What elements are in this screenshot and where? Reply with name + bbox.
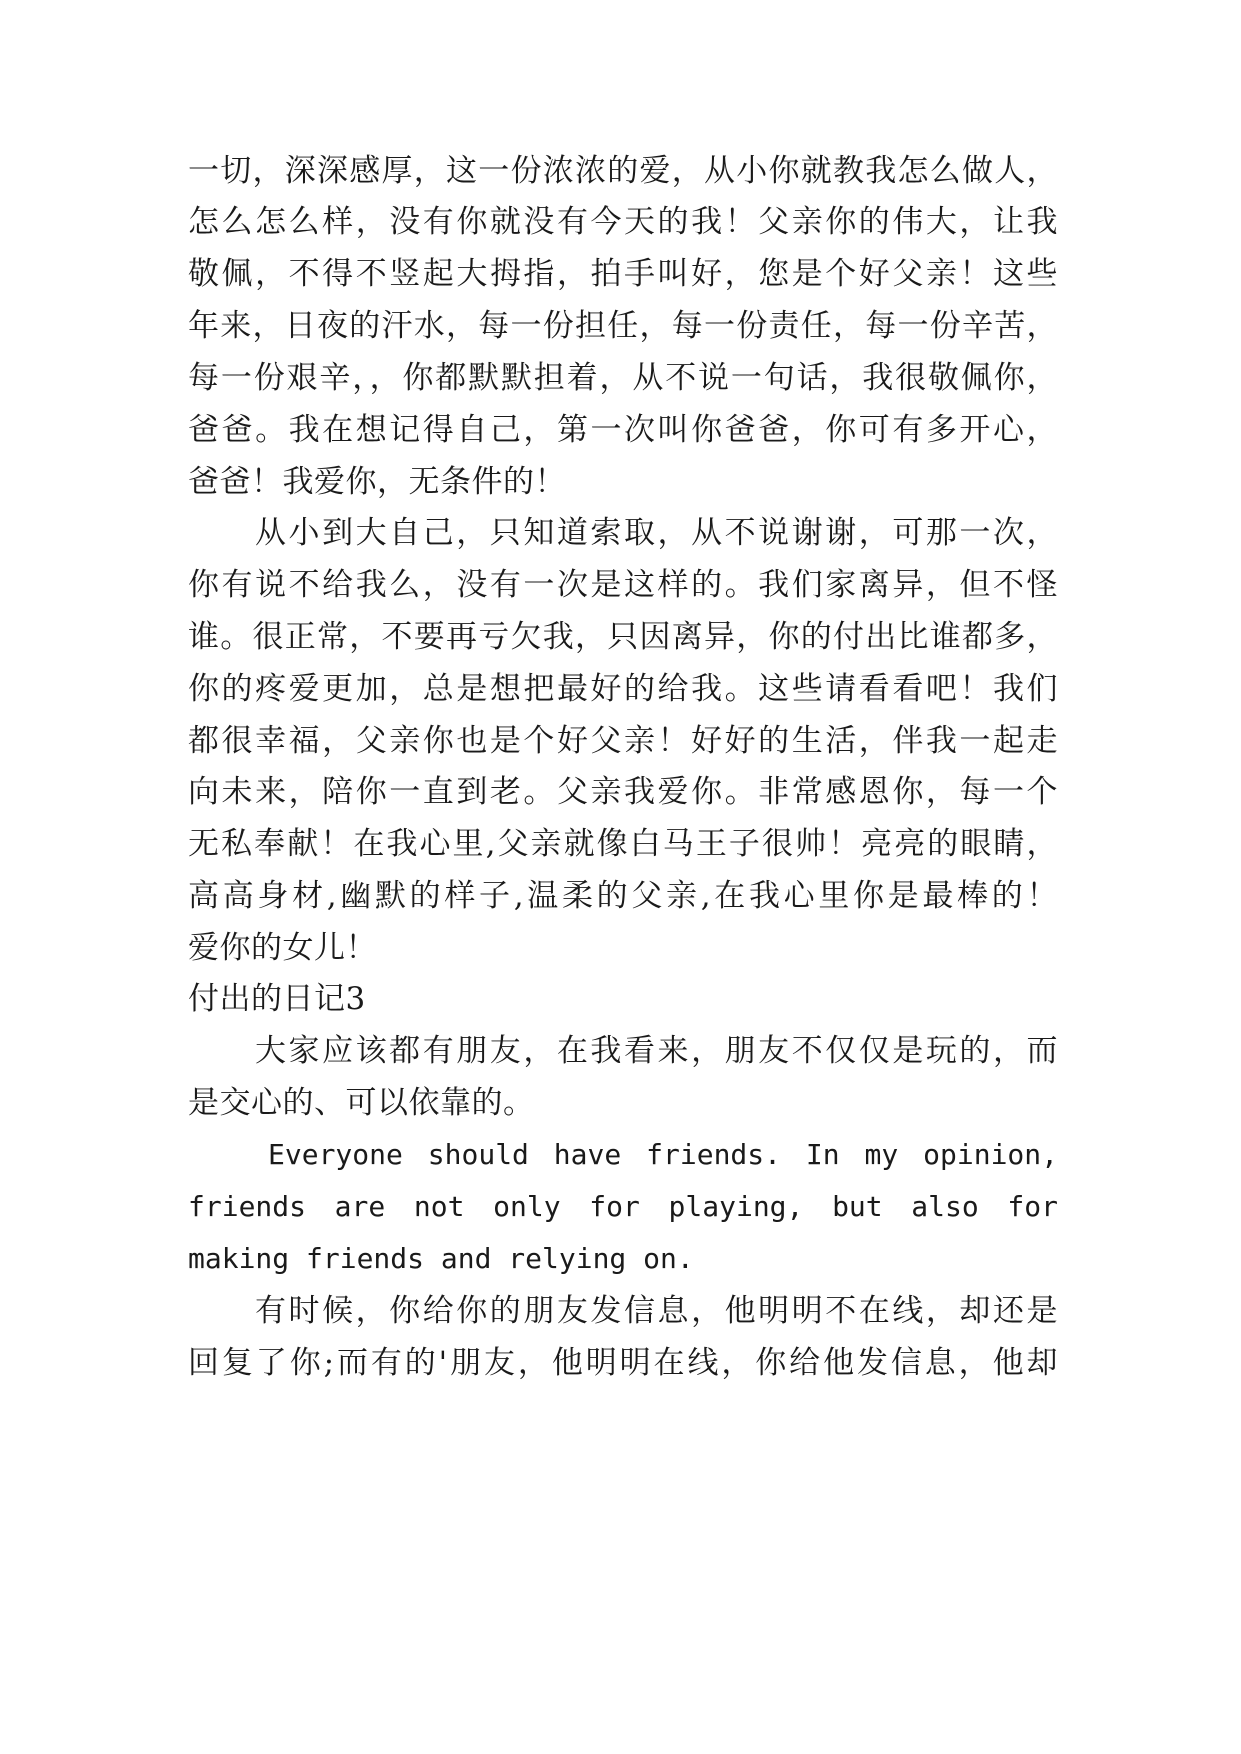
text-line: 是交心的、可以依靠的。 <box>188 1085 535 1121</box>
text-line: 谁。很正常，不要再亏欠我，只因离异，你的付出比谁都多， <box>188 619 1058 655</box>
text-line: 回复了你;而有的'朋友，他明明在线，你给他发信息，他却 <box>188 1345 1058 1381</box>
text-line: 都很幸福，父亲你也是个好父亲！好好的生活，伴我一起走 <box>188 723 1058 759</box>
text-line: 向未来，陪你一直到老。父亲我爱你。非常感恩你，每一个 <box>188 774 1058 810</box>
text-line: 你的疼爱更加，总是想把最好的给我。这些请看看吧！我们 <box>188 671 1058 707</box>
text-line: 怎么怎么样，没有你就没有今天的我！父亲你的伟大，让我 <box>188 204 1058 240</box>
text-line: 从小到大自己，只知道索取，从不说谢谢，可那一次， <box>255 515 1058 551</box>
text-line: 年来，日夜的汗水，每一份担任，每一份责任，每一份辛苦， <box>188 308 1058 344</box>
text-line: 大家应该都有朋友，在我看来，朋友不仅仅是玩的，而 <box>255 1033 1058 1069</box>
text-line: 敬佩，不得不竖起大拇指，拍手叫好，您是个好父亲！这些 <box>188 256 1058 292</box>
english-text-line: friends are not only for playing, but also for <box>188 1190 1058 1223</box>
english-text-line: Everyone should have friends. In my opinion, <box>268 1138 1058 1171</box>
text-line: 每一份艰辛，，你都默默担着，从不说一句话，我很敬佩你， <box>188 360 1058 396</box>
text-line: 爸爸！我爱你，无条件的！ <box>188 464 566 500</box>
text-line: 一切，深深感厚，这一份浓浓的爱，从小你就教我怎么做人， <box>188 153 1058 189</box>
english-text-line: making friends and relying on. <box>188 1242 694 1275</box>
text-line: 无私奉献！在我心里,父亲就像白马王子很帅！亮亮的眼睛， <box>188 826 1058 862</box>
text-line: 有时候，你给你的朋友发信息，他明明不在线，却还是 <box>255 1293 1058 1329</box>
text-line: 高高身材,幽默的样子,温柔的父亲,在我心里你是最棒的！ <box>188 878 1058 914</box>
signature-line: 爱你的女儿！ <box>188 930 377 966</box>
section-title: 付出的日记3 <box>188 981 366 1017</box>
text-line: 你有说不给我么，没有一次是这样的。我们家离异，但不怪 <box>188 567 1058 603</box>
text-line: 爸爸。我在想记得自己，第一次叫你爸爸，你可有多开心， <box>188 412 1058 448</box>
